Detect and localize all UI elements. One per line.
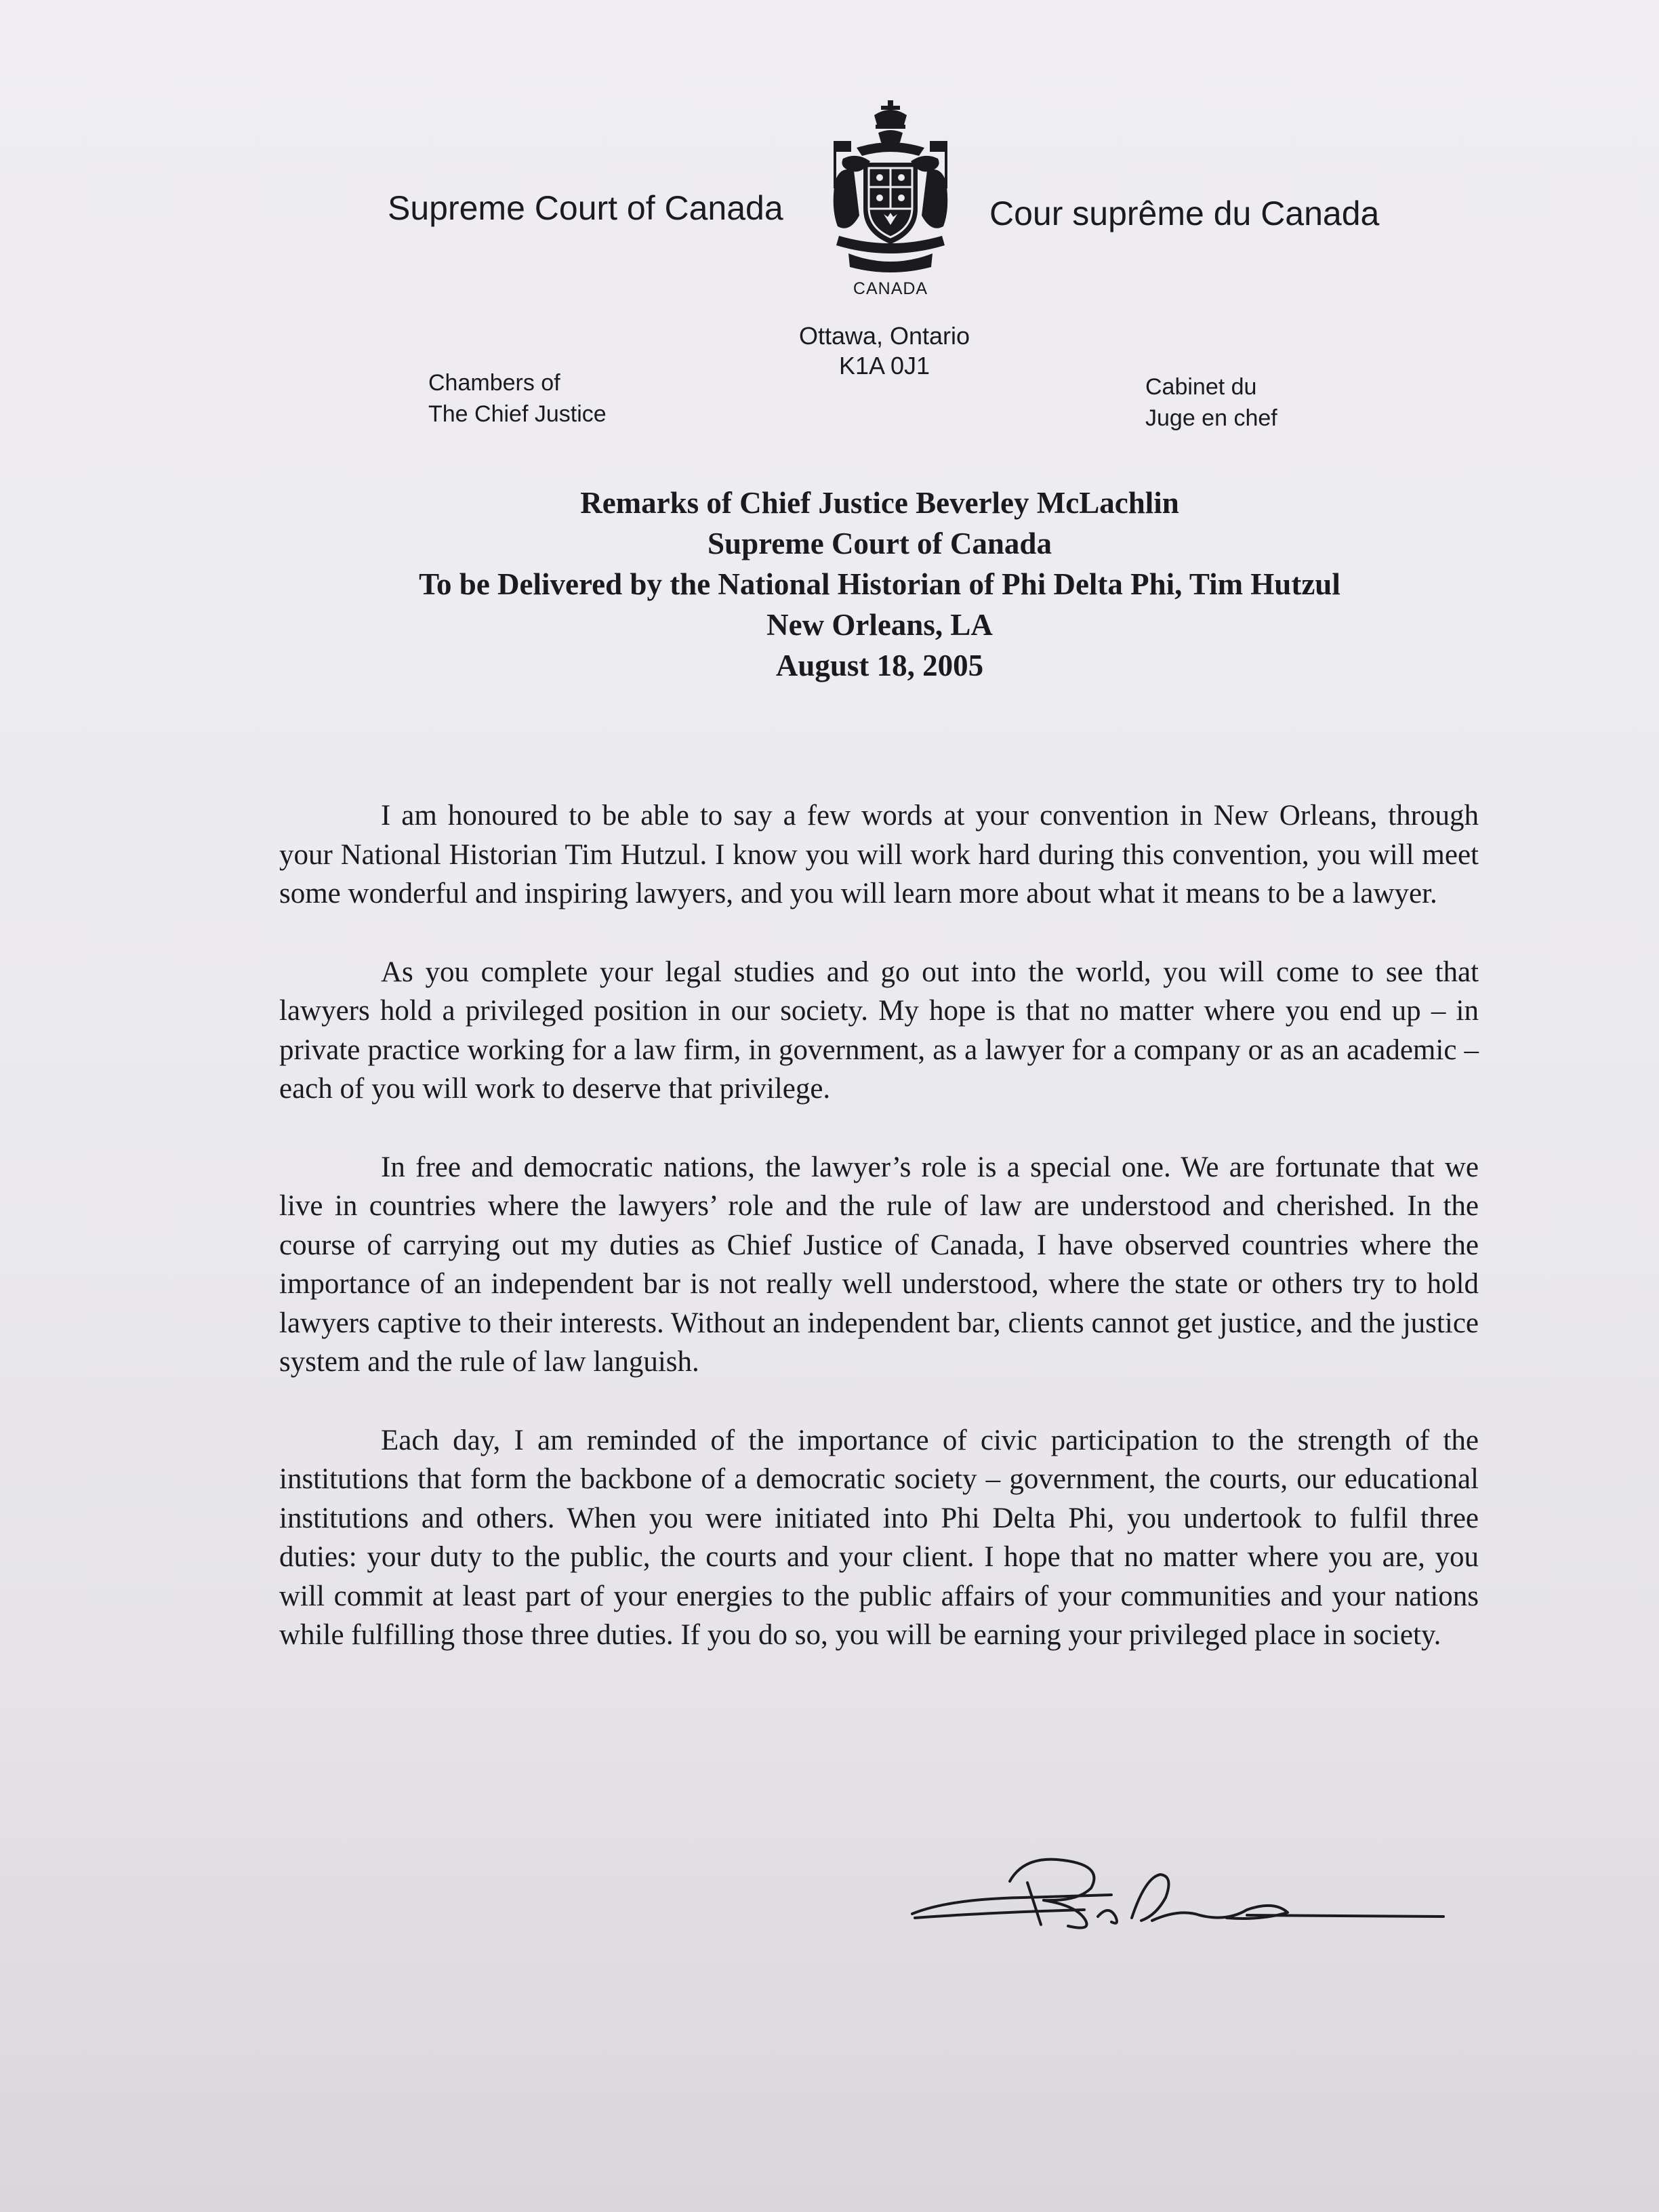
heading-date: August 18, 2005 [775, 649, 984, 682]
body-paragraph: I am honoured to be able to say a few words at your convention in New Orleans, through your National Historian Tim Hutzul. I know you will work hard during this convention, you will meet some wonderful and inspiring lawyers, and you will learn more about what it means to be a lawyer. [279, 800, 1479, 909]
postal-code: K1A 0J1 [838, 352, 930, 380]
crest-country-label: CANADA [853, 279, 928, 298]
city-line: Ottawa, Ontario [798, 322, 970, 350]
chambers-en-line-1: Chambers of [428, 370, 560, 396]
letter-body [279, 796, 1479, 1694]
chambers-en [428, 367, 607, 430]
body-paragraph: In free and democratic nations, the lawyer’s role is a special one. We are fortunate that we live in countries where the lawyers’ role and the rule of law are understood and cherished. In the course of carrying out my duties as Chief Justice of Canada, I have observed countries where the importance of an independent bar is not really well understood, where the state or others try to hold lawyers captive to their interests. Without an independent bar, clients cannot get justice, and the justice system and the rule of law languish. [279, 1151, 1479, 1378]
chambers-fr-line-2: Juge en chef [1145, 405, 1277, 431]
chambers-fr [1145, 371, 1277, 434]
body-paragraph: As you complete your legal studies and go out into the world, you will come to see that lawyers hold a privileged position in our society. My hope is that no matter where you end up – in private practice working for a law firm, in government, as a lawyer for a company or as an academic – each of you will work to deserve that privilege. [279, 956, 1479, 1105]
heading-court: Supreme Court of Canada [708, 527, 1052, 560]
remarks-heading [203, 483, 1556, 686]
handwritten-signature [908, 1850, 1450, 1952]
chambers-en-line-2: The Chief Justice [428, 401, 607, 427]
court-address [745, 321, 1023, 381]
court-name-fr: Cour suprême du Canada [989, 194, 1380, 232]
body-paragraph: Each day, I am reminded of the importance of civic participation to the strength of the institutions that form the backbone of a democratic society – government, the courts, our educational institutions and others. When you were initiated into Phi Delta Phi, you undertook to fulfil three duties: your duty to the public, the courts and your client. I hope that no matter where you are, you will commit at least part of your energies to the public affairs of your communities and your nations while fulfilling those three duties. If you do so, you will be earning your privileged place in society. [279, 1424, 1479, 1651]
heading-delivery: To be Delivered by the National Historian of Phi Delta Phi, Tim Hutzul [419, 567, 1340, 601]
heading-title: Remarks of Chief Justice Beverley McLachlin [580, 486, 1179, 520]
chambers-fr-line-1: Cabinet du [1145, 374, 1257, 400]
heading-location: New Orleans, LA [766, 608, 993, 642]
coat-of-arms-icon [830, 100, 951, 276]
court-name-en: Supreme Court of Canada [388, 189, 783, 227]
